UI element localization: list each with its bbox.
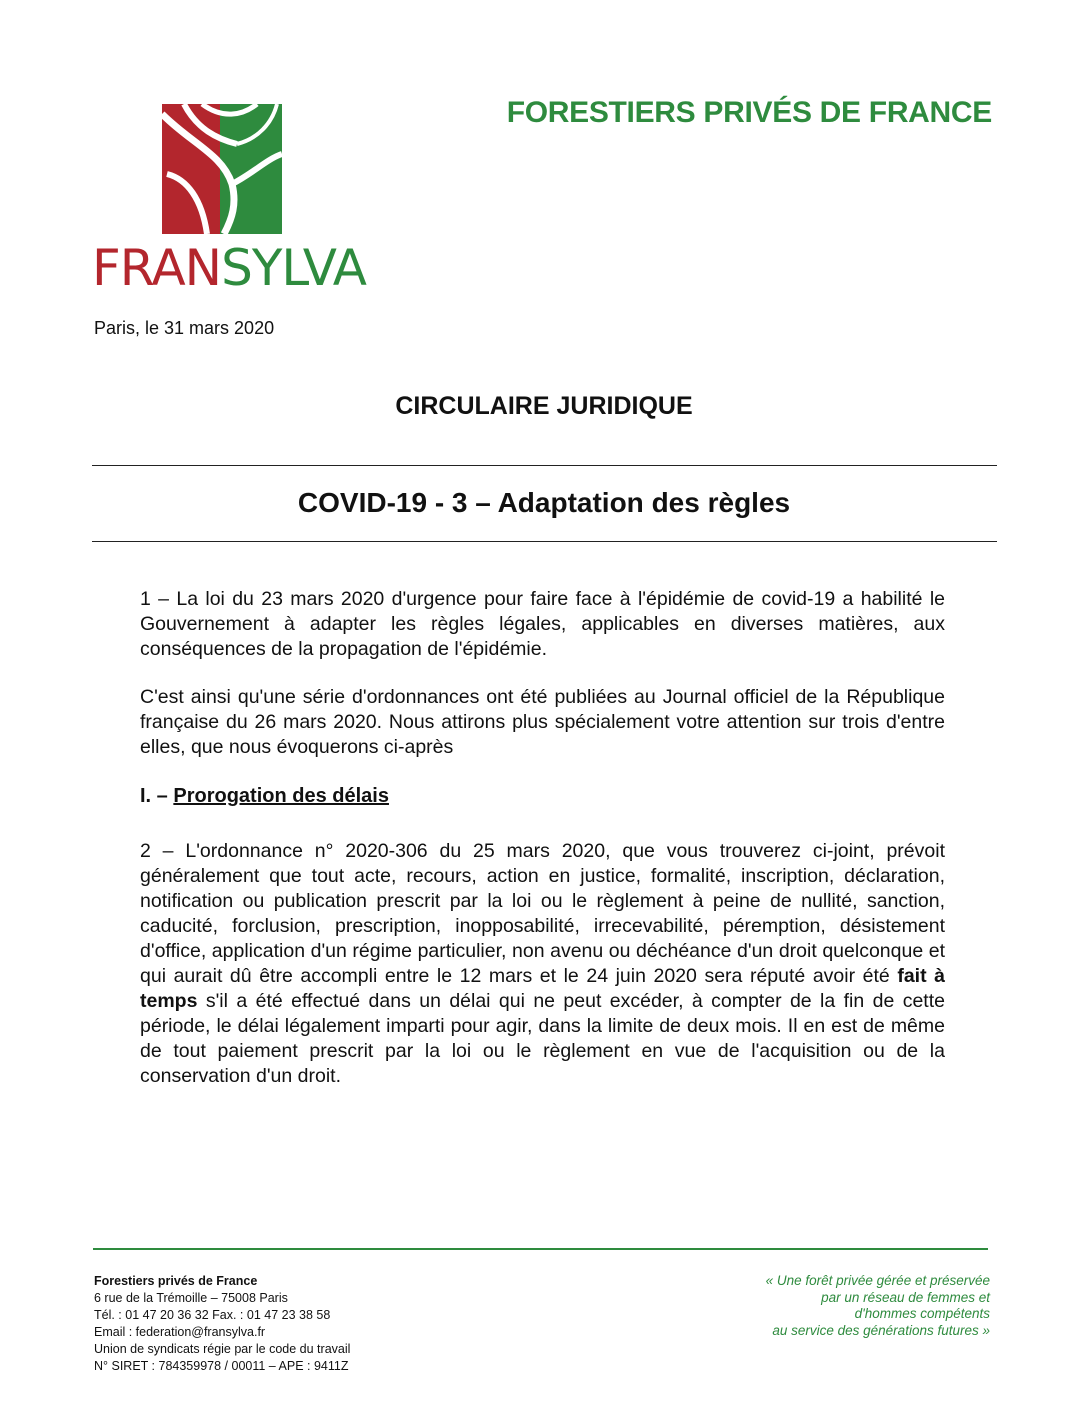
document-title: CIRCULAIRE JURIDIQUE: [395, 392, 693, 420]
title-divider-top: [92, 465, 997, 466]
tree-emblem-icon: [162, 104, 282, 234]
footer-email: Email : federation@fransylva.fr: [94, 1325, 266, 1339]
section-number: I. –: [140, 785, 174, 807]
document-date: Paris, le 31 mars 2020: [94, 318, 275, 338]
section-title: Prorogation des délais: [173, 785, 389, 807]
motto-line: d'hommes compétents: [854, 1306, 990, 1321]
motto-line: « Une forêt privée gérée et préservée: [765, 1273, 990, 1288]
paragraph-3: [140, 839, 945, 1089]
footer-address: 6 rue de la Trémoille – 75008 Paris: [94, 1291, 288, 1305]
footer-divider: [93, 1248, 988, 1250]
organization-header: FORESTIERS PRIVÉS DE FRANCE: [506, 96, 992, 129]
title-divider-bottom: [92, 541, 997, 542]
footer-contact: [94, 1273, 350, 1375]
footer-motto: [766, 1273, 990, 1339]
footer-org-name: Forestiers privés de France: [94, 1274, 258, 1288]
paragraph-3-text-a: 2 – L'ordonnance n° 2020-306 du 25 mars 2020, que vous trouverez ci-joint, prévoit généralement que tout acte, recours, action en justice, formalité, inscription, déclaration, notification ou publication prescrit par la loi ou le règlement à peine de nullité, sanction, caducité, forclusion, prescription, inopposabilité, irrecevabilité, péremption, désistement d'office, application d'un régime particulier, non avenu ou déchéance d'un droit quelconque et qui aurait dû être accompli entre le 12 mars et le 24 juin 2020 sera réputé avoir été: [140, 840, 945, 987]
paragraph-3-text-b: s'il a été effectué dans un délai qui ne peut excéder, à compter de la fin de cette période, le délai légalement imparti pour agir, dans la limite de deux mois. Il en est de même de tout paiement prescrit par la loi ou le règlement en vue de l'acquisition ou de la conservation d'un droit.: [140, 990, 945, 1087]
footer-phone: Tél. : 01 47 20 36 32 Fax. : 01 47 23 38 58: [94, 1308, 331, 1322]
paragraph-3-emphasis: fait à temps: [140, 965, 945, 1012]
paragraph-2: C'est ainsi qu'une série d'ordonnances ont été publiées au Journal officiel de la République française du 26 mars 2020. Nous attirons plus spécialement votre attention sur trois d'entre elles, que nous évoquerons ci-après: [140, 686, 945, 758]
section-heading-1: [140, 785, 389, 808]
footer-legal: Union de syndicats régie par le code du travail: [94, 1342, 351, 1356]
paragraph-1: 1 – La loi du 23 mars 2020 d'urgence pour faire face à l'épidémie de covid-19 a habilité le Gouvernement à adapter les règles légales, applicables en diverses matières, aux conséquences de la propagation de l'épidémie.: [140, 588, 945, 660]
document-subtitle: COVID-19 - 3 – Adaptation des règles: [297, 487, 791, 518]
motto-line: au service des générations futures »: [772, 1322, 990, 1338]
logo-word-sylva: SYLVA: [221, 239, 366, 297]
logo-wordmark: [92, 239, 366, 297]
motto-line: par un réseau de femmes et: [821, 1289, 990, 1305]
logo-word-fran: FRAN: [92, 239, 222, 297]
fransylva-logo: [92, 104, 366, 297]
footer-siret: N° SIRET : 784359978 / 00011 – APE : 9411Z: [94, 1359, 349, 1373]
